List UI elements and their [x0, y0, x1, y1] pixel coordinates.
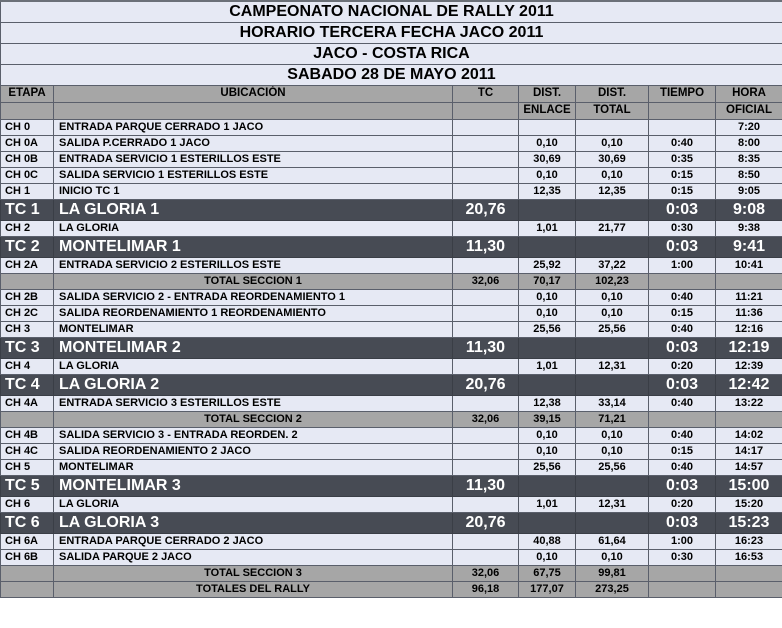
cell-ubicacion: LA GLORIA 2: [54, 374, 453, 395]
cell-etapa: CH 0: [1, 119, 54, 135]
cell-dist-enlace: 12,38: [519, 395, 576, 411]
cell-tiempo: [649, 565, 716, 581]
cell-etapa: CH 5: [1, 459, 54, 475]
cell-etapa: TC 2: [1, 236, 54, 257]
cell-hora: 9:41: [716, 236, 782, 257]
cell-section-label: TOTALES DEL RALLY: [54, 581, 453, 597]
cell-tiempo: 0:03: [649, 236, 716, 257]
cell-dist-enlace: [519, 236, 576, 257]
cell-ubicacion: ENTRADA SERVICIO 1 ESTERILLOS ESTE: [54, 151, 453, 167]
cell-dist-enlace: 177,07: [519, 581, 576, 597]
cell-tc: [453, 305, 519, 321]
cell-dist-enlace: 70,17: [519, 273, 576, 289]
col-header-etapa-2: [1, 102, 54, 119]
cell-tiempo: 0:03: [649, 337, 716, 358]
cell-tiempo: 0:40: [649, 427, 716, 443]
cell-tc: 32,06: [453, 411, 519, 427]
cell-etapa: [1, 273, 54, 289]
cell-etapa: CH 0C: [1, 167, 54, 183]
title-line-4: SABADO 28 DE MAYO 2011: [1, 64, 782, 85]
col-header-dist-total-2: TOTAL: [576, 102, 649, 119]
cell-hora: 12:16: [716, 321, 782, 337]
cell-dist-total: 12,31: [576, 496, 649, 512]
cell-tc: [453, 183, 519, 199]
cell-tc: [453, 549, 519, 565]
cell-ubicacion: SALIDA PARQUE 2 JACO: [54, 549, 453, 565]
cell-hora: 14:02: [716, 427, 782, 443]
col-header-tc-2: [453, 102, 519, 119]
cell-dist-total: 0,10: [576, 549, 649, 565]
cell-ubicacion: SALIDA SERVICIO 2 - ENTRADA REORDENAMIENTO 1: [54, 289, 453, 305]
cell-dist-enlace: 25,56: [519, 459, 576, 475]
cell-hora: 7:20: [716, 119, 782, 135]
cell-tiempo: 0:15: [649, 443, 716, 459]
cell-tc: [453, 358, 519, 374]
table-row: [1, 459, 782, 475]
cell-tc: 32,06: [453, 273, 519, 289]
cell-etapa: CH 0A: [1, 135, 54, 151]
cell-etapa: CH 2A: [1, 257, 54, 273]
cell-dist-total: 99,81: [576, 565, 649, 581]
cell-dist-total: 0,10: [576, 443, 649, 459]
cell-tc: 11,30: [453, 236, 519, 257]
cell-etapa: CH 3: [1, 321, 54, 337]
cell-hora: 8:35: [716, 151, 782, 167]
cell-dist-enlace: 0,10: [519, 289, 576, 305]
cell-ubicacion: MONTELIMAR: [54, 321, 453, 337]
table-row: [1, 549, 782, 565]
cell-tc: [453, 151, 519, 167]
cell-hora: 13:22: [716, 395, 782, 411]
cell-tiempo: 0:40: [649, 395, 716, 411]
cell-dist-total: [576, 199, 649, 220]
cell-ubicacion: ENTRADA SERVICIO 3 ESTERILLOS ESTE: [54, 395, 453, 411]
cell-dist-total: [576, 512, 649, 533]
cell-dist-total: 0,10: [576, 167, 649, 183]
cell-hora: [716, 273, 782, 289]
cell-tc: [453, 427, 519, 443]
cell-ubicacion: LA GLORIA 1: [54, 199, 453, 220]
table-row: [1, 183, 782, 199]
title-line-2: HORARIO TERCERA FECHA JACO 2011: [1, 22, 782, 43]
cell-dist-enlace: [519, 374, 576, 395]
stage-row: [1, 236, 782, 257]
cell-hora: 11:21: [716, 289, 782, 305]
cell-etapa: CH 4B: [1, 427, 54, 443]
cell-ubicacion: MONTELIMAR 2: [54, 337, 453, 358]
cell-hora: 12:39: [716, 358, 782, 374]
cell-etapa: [1, 411, 54, 427]
cell-dist-enlace: 12,35: [519, 183, 576, 199]
cell-dist-total: [576, 236, 649, 257]
cell-hora: 8:50: [716, 167, 782, 183]
cell-dist-total: [576, 337, 649, 358]
cell-hora: 11:36: [716, 305, 782, 321]
cell-tc: [453, 167, 519, 183]
col-header-hora-2: OFICIAL: [716, 102, 782, 119]
table-row: [1, 289, 782, 305]
cell-dist-total: 25,56: [576, 321, 649, 337]
cell-tc: 20,76: [453, 199, 519, 220]
title-row: [1, 22, 782, 43]
col-header-tc-1: TC: [453, 85, 519, 102]
cell-dist-enlace: 30,69: [519, 151, 576, 167]
cell-tiempo: 0:03: [649, 512, 716, 533]
col-header-dist-enlace-1: DIST.: [519, 85, 576, 102]
cell-tiempo: 1:00: [649, 533, 716, 549]
cell-tc: [453, 257, 519, 273]
cell-etapa: CH 6A: [1, 533, 54, 549]
cell-tc: 96,18: [453, 581, 519, 597]
cell-dist-enlace: [519, 337, 576, 358]
cell-etapa: [1, 581, 54, 597]
cell-tiempo: [649, 411, 716, 427]
col-header-etapa-1: ETAPA: [1, 85, 54, 102]
cell-dist-total: 37,22: [576, 257, 649, 273]
cell-etapa: CH 4: [1, 358, 54, 374]
cell-tc: [453, 533, 519, 549]
section-total-row: [1, 273, 782, 289]
col-header-tiempo-2: [649, 102, 716, 119]
cell-dist-enlace: 1,01: [519, 358, 576, 374]
col-header-dist-total-1: DIST.: [576, 85, 649, 102]
cell-hora: 12:42: [716, 374, 782, 395]
stage-row: [1, 199, 782, 220]
cell-dist-enlace: 40,88: [519, 533, 576, 549]
table-body: [1, 119, 782, 597]
cell-etapa: TC 3: [1, 337, 54, 358]
cell-ubicacion: SALIDA SERVICIO 1 ESTERILLOS ESTE: [54, 167, 453, 183]
stage-row: [1, 337, 782, 358]
cell-dist-enlace: [519, 199, 576, 220]
table-row: [1, 533, 782, 549]
table-row: [1, 496, 782, 512]
cell-tiempo: 1:00: [649, 257, 716, 273]
cell-tiempo: 0:35: [649, 151, 716, 167]
cell-dist-total: 25,56: [576, 459, 649, 475]
cell-tiempo: 0:03: [649, 475, 716, 496]
cell-dist-total: 102,23: [576, 273, 649, 289]
table-row: [1, 220, 782, 236]
cell-dist-enlace: 25,56: [519, 321, 576, 337]
cell-tc: 11,30: [453, 337, 519, 358]
cell-tiempo: 0:15: [649, 167, 716, 183]
cell-hora: 16:23: [716, 533, 782, 549]
cell-hora: 14:17: [716, 443, 782, 459]
cell-dist-enlace: [519, 119, 576, 135]
table-row: [1, 257, 782, 273]
cell-etapa: TC 1: [1, 199, 54, 220]
header-row-2: [1, 102, 782, 119]
cell-tiempo: [649, 119, 716, 135]
cell-dist-total: 61,64: [576, 533, 649, 549]
cell-etapa: CH 6: [1, 496, 54, 512]
cell-tc: 20,76: [453, 512, 519, 533]
cell-hora: 15:20: [716, 496, 782, 512]
cell-tc: [453, 459, 519, 475]
cell-dist-enlace: [519, 475, 576, 496]
title-row: [1, 43, 782, 64]
cell-ubicacion: SALIDA SERVICIO 3 - ENTRADA REORDEN. 2: [54, 427, 453, 443]
cell-dist-total: 30,69: [576, 151, 649, 167]
cell-dist-enlace: 1,01: [519, 220, 576, 236]
cell-etapa: TC 5: [1, 475, 54, 496]
cell-ubicacion: LA GLORIA 3: [54, 512, 453, 533]
cell-ubicacion: INICIO TC 1: [54, 183, 453, 199]
cell-tc: [453, 496, 519, 512]
table-row: [1, 427, 782, 443]
cell-dist-enlace: 39,15: [519, 411, 576, 427]
cell-tiempo: 0:03: [649, 374, 716, 395]
table-row: [1, 305, 782, 321]
cell-ubicacion: ENTRADA PARQUE CERRADO 1 JACO: [54, 119, 453, 135]
cell-dist-total: 12,31: [576, 358, 649, 374]
cell-etapa: CH 1: [1, 183, 54, 199]
cell-tiempo: 0:30: [649, 549, 716, 565]
table-row: [1, 395, 782, 411]
cell-dist-total: 0,10: [576, 289, 649, 305]
cell-ubicacion: SALIDA REORDENAMIENTO 1 REORDENAMIENTO: [54, 305, 453, 321]
cell-section-label: TOTAL SECCION 2: [54, 411, 453, 427]
table-row: [1, 443, 782, 459]
title-row: [1, 1, 782, 22]
cell-dist-enlace: [519, 512, 576, 533]
cell-tc: 32,06: [453, 565, 519, 581]
cell-etapa: CH 4A: [1, 395, 54, 411]
table-row: [1, 321, 782, 337]
cell-etapa: TC 4: [1, 374, 54, 395]
cell-section-label: TOTAL SECCION 1: [54, 273, 453, 289]
cell-tiempo: 0:40: [649, 289, 716, 305]
cell-etapa: CH 2C: [1, 305, 54, 321]
cell-dist-enlace: 25,92: [519, 257, 576, 273]
cell-tiempo: 0:30: [649, 220, 716, 236]
cell-tc: 20,76: [453, 374, 519, 395]
cell-ubicacion: LA GLORIA: [54, 358, 453, 374]
title-line-1: CAMPEONATO NACIONAL DE RALLY 2011: [1, 1, 782, 22]
cell-dist-total: 0,10: [576, 427, 649, 443]
cell-hora: 9:08: [716, 199, 782, 220]
cell-tiempo: 0:03: [649, 199, 716, 220]
cell-ubicacion: LA GLORIA: [54, 220, 453, 236]
title-line-3: JACO - COSTA RICA: [1, 43, 782, 64]
title-row: [1, 64, 782, 85]
cell-dist-enlace: 0,10: [519, 135, 576, 151]
cell-tc: [453, 321, 519, 337]
cell-dist-enlace: 0,10: [519, 549, 576, 565]
cell-etapa: TC 6: [1, 512, 54, 533]
col-header-ubicacion-1: UBICACIÓN: [54, 85, 453, 102]
cell-ubicacion: MONTELIMAR: [54, 459, 453, 475]
cell-dist-enlace: 0,10: [519, 443, 576, 459]
cell-ubicacion: LA GLORIA: [54, 496, 453, 512]
cell-etapa: CH 6B: [1, 549, 54, 565]
cell-dist-total: 21,77: [576, 220, 649, 236]
cell-hora: 15:23: [716, 512, 782, 533]
cell-hora: 16:53: [716, 549, 782, 565]
cell-hora: [716, 411, 782, 427]
cell-dist-total: 71,21: [576, 411, 649, 427]
cell-dist-total: [576, 119, 649, 135]
cell-ubicacion: ENTRADA PARQUE CERRADO 2 JACO: [54, 533, 453, 549]
cell-dist-enlace: 1,01: [519, 496, 576, 512]
cell-tiempo: 0:40: [649, 459, 716, 475]
cell-dist-total: 12,35: [576, 183, 649, 199]
cell-hora: 12:19: [716, 337, 782, 358]
cell-tiempo: 0:15: [649, 305, 716, 321]
cell-dist-enlace: 0,10: [519, 427, 576, 443]
cell-hora: [716, 581, 782, 597]
cell-tc: [453, 220, 519, 236]
cell-hora: 14:57: [716, 459, 782, 475]
title-block: [1, 1, 782, 85]
section-total-row: [1, 411, 782, 427]
cell-tiempo: 0:40: [649, 135, 716, 151]
cell-dist-total: 33,14: [576, 395, 649, 411]
cell-hora: 8:00: [716, 135, 782, 151]
cell-hora: 9:05: [716, 183, 782, 199]
table-row: [1, 135, 782, 151]
section-total-row: [1, 565, 782, 581]
cell-tc: [453, 395, 519, 411]
cell-tc: [453, 289, 519, 305]
cell-etapa: CH 4C: [1, 443, 54, 459]
cell-tiempo: [649, 273, 716, 289]
cell-dist-total: [576, 475, 649, 496]
cell-tiempo: 0:15: [649, 183, 716, 199]
cell-tc: [453, 119, 519, 135]
col-header-dist-enlace-2: ENLACE: [519, 102, 576, 119]
cell-tc: [453, 443, 519, 459]
col-header-tiempo-1: TIEMPO: [649, 85, 716, 102]
cell-hora: 15:00: [716, 475, 782, 496]
cell-dist-enlace: 0,10: [519, 167, 576, 183]
table-row: [1, 151, 782, 167]
col-header-hora-1: HORA: [716, 85, 782, 102]
stage-row: [1, 374, 782, 395]
header-row-1: [1, 85, 782, 102]
cell-tiempo: [649, 581, 716, 597]
cell-etapa: CH 2B: [1, 289, 54, 305]
table-row: [1, 167, 782, 183]
cell-tc: [453, 135, 519, 151]
table-row: [1, 358, 782, 374]
cell-ubicacion: SALIDA P.CERRADO 1 JACO: [54, 135, 453, 151]
cell-ubicacion: MONTELIMAR 3: [54, 475, 453, 496]
cell-tiempo: 0:20: [649, 496, 716, 512]
cell-ubicacion: ENTRADA SERVICIO 2 ESTERILLOS ESTE: [54, 257, 453, 273]
cell-section-label: TOTAL SECCION 3: [54, 565, 453, 581]
cell-etapa: [1, 565, 54, 581]
cell-ubicacion: SALIDA REORDENAMIENTO 2 JACO: [54, 443, 453, 459]
cell-tiempo: 0:20: [649, 358, 716, 374]
cell-dist-total: 273,25: [576, 581, 649, 597]
cell-hora: 10:41: [716, 257, 782, 273]
cell-etapa: CH 2: [1, 220, 54, 236]
cell-hora: 9:38: [716, 220, 782, 236]
cell-dist-enlace: 0,10: [519, 305, 576, 321]
cell-tiempo: 0:40: [649, 321, 716, 337]
cell-hora: [716, 565, 782, 581]
col-header-ubicacion-2: [54, 102, 453, 119]
cell-ubicacion: MONTELIMAR 1: [54, 236, 453, 257]
cell-dist-total: 0,10: [576, 305, 649, 321]
stage-row: [1, 512, 782, 533]
stage-row: [1, 475, 782, 496]
cell-dist-total: [576, 374, 649, 395]
cell-dist-total: 0,10: [576, 135, 649, 151]
table-row: [1, 119, 782, 135]
cell-etapa: CH 0B: [1, 151, 54, 167]
cell-dist-enlace: 67,75: [519, 565, 576, 581]
table-header: [1, 85, 782, 119]
cell-tc: 11,30: [453, 475, 519, 496]
rally-total-row: [1, 581, 782, 597]
